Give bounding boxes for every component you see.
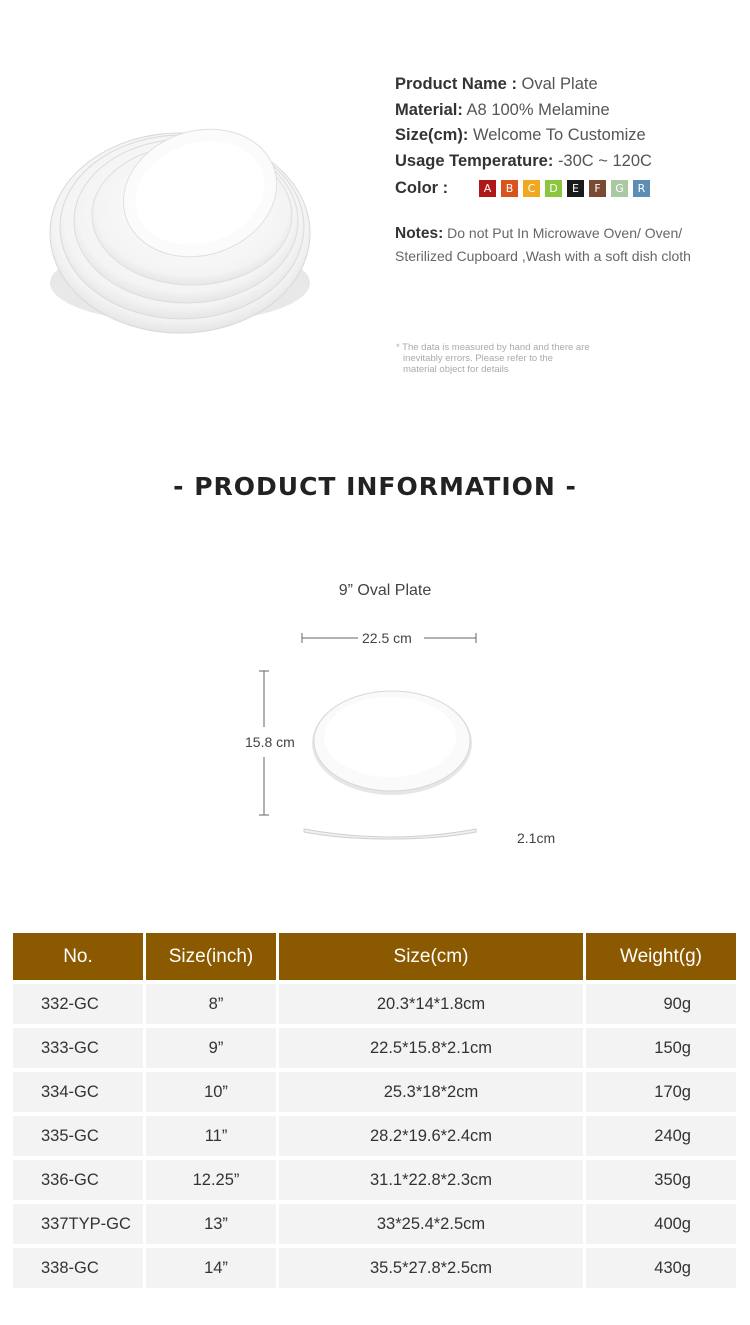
color-swatch: A [479, 180, 496, 197]
product-name-label: Product Name : [395, 75, 517, 93]
size-cm-cell: 25.3*18*2cm [279, 1072, 583, 1112]
weight-cell: 240g [586, 1116, 736, 1156]
weight-cell: 350g [586, 1160, 736, 1200]
notes-label: Notes: [395, 224, 444, 242]
size-label: Size(cm): [395, 126, 469, 144]
table-row [13, 1112, 736, 1156]
header-size-cm: Size(cm) [279, 933, 583, 980]
weight-cell: 170g [586, 1072, 736, 1112]
table-row [13, 980, 736, 1024]
table-body [13, 980, 736, 1288]
header-no: No. [13, 933, 143, 980]
disclaimer-line: * The data is measured by hand and there are [396, 342, 590, 353]
diagram-title: 9” Oval Plate [338, 582, 432, 599]
model-number-cell: 336-GC [13, 1160, 143, 1200]
temperature-label: Usage Temperature: [395, 151, 554, 170]
size-cm-cell: 33*25.4*2.5cm [279, 1204, 583, 1244]
size-inch-cell: 8” [146, 984, 276, 1024]
size-inch-cell: 14” [146, 1248, 276, 1288]
size-table [13, 933, 736, 1288]
section-title: - PRODUCT INFORMATION - [173, 472, 577, 501]
model-number-cell: 333-GC [13, 1028, 143, 1068]
color-swatch: R [633, 180, 650, 197]
model-number-cell: 332-GC [13, 984, 143, 1024]
size-cm-cell: 20.3*14*1.8cm [279, 984, 583, 1024]
color-row [395, 176, 740, 202]
color-swatch: F [589, 180, 606, 197]
table-row [13, 1068, 736, 1112]
disclaimer-line: material object for details [403, 364, 509, 375]
model-number-cell: 338-GC [13, 1248, 143, 1288]
product-name-value: Oval Plate [521, 75, 598, 93]
weight-cell: 430g [586, 1248, 736, 1288]
weight-cell: 90g [586, 984, 736, 1024]
color-label: Color : [395, 179, 449, 197]
notes-text: Do not Put In Microwave Oven/ Oven/ Sterilized Cupboard ,Wash with a soft dish cloth [395, 224, 691, 264]
color-swatch: G [611, 180, 628, 197]
size-value: Welcome To Customize [472, 126, 646, 144]
weight-cell: 400g [586, 1204, 736, 1244]
size-row [395, 123, 740, 149]
stacked-plates-image [40, 115, 330, 345]
size-cm-cell: 22.5*15.8*2.1cm [279, 1028, 583, 1068]
table-header-row [13, 933, 736, 980]
product-name-row [395, 72, 740, 98]
table-row [13, 1244, 736, 1288]
temperature-value: -30C ~ 120C [557, 151, 652, 170]
size-cm-cell: 31.1*22.8*2.3cm [279, 1160, 583, 1200]
measurement-disclaimer [396, 342, 626, 375]
disclaimer-line: inevitably errors. Please refer to the [403, 353, 553, 364]
color-swatch: E [567, 180, 584, 197]
size-inch-cell: 9” [146, 1028, 276, 1068]
color-swatch: C [523, 180, 540, 197]
temperature-row [395, 149, 740, 175]
size-inch-cell: 11” [146, 1116, 276, 1156]
size-inch-cell: 10” [146, 1072, 276, 1112]
size-cm-cell: 28.2*19.6*2.4cm [279, 1116, 583, 1156]
notes [395, 222, 725, 267]
depth-label: 2.1cm [517, 830, 556, 846]
material-value: A8 100% Melamine [466, 100, 610, 119]
width-label: 22.5 cm [362, 630, 412, 646]
table-row [13, 1156, 736, 1200]
weight-cell: 150g [586, 1028, 736, 1068]
color-swatch: B [501, 180, 518, 197]
height-label: 15.8 cm [245, 734, 295, 750]
material-label: Material: [395, 100, 463, 119]
model-number-cell: 335-GC [13, 1116, 143, 1156]
product-specs [395, 72, 740, 267]
model-number-cell: 334-GC [13, 1072, 143, 1112]
header-weight: Weight(g) [586, 933, 736, 980]
material-row [395, 98, 740, 124]
color-swatches [479, 180, 655, 197]
table-row [13, 1200, 736, 1244]
size-inch-cell: 12.25” [146, 1160, 276, 1200]
header-size-inch: Size(inch) [146, 933, 276, 980]
color-swatch: D [545, 180, 562, 197]
table-row [13, 1024, 736, 1068]
size-cm-cell: 35.5*27.8*2.5cm [279, 1248, 583, 1288]
size-inch-cell: 13” [146, 1204, 276, 1244]
model-number-cell: 337TYP-GC [13, 1204, 143, 1244]
